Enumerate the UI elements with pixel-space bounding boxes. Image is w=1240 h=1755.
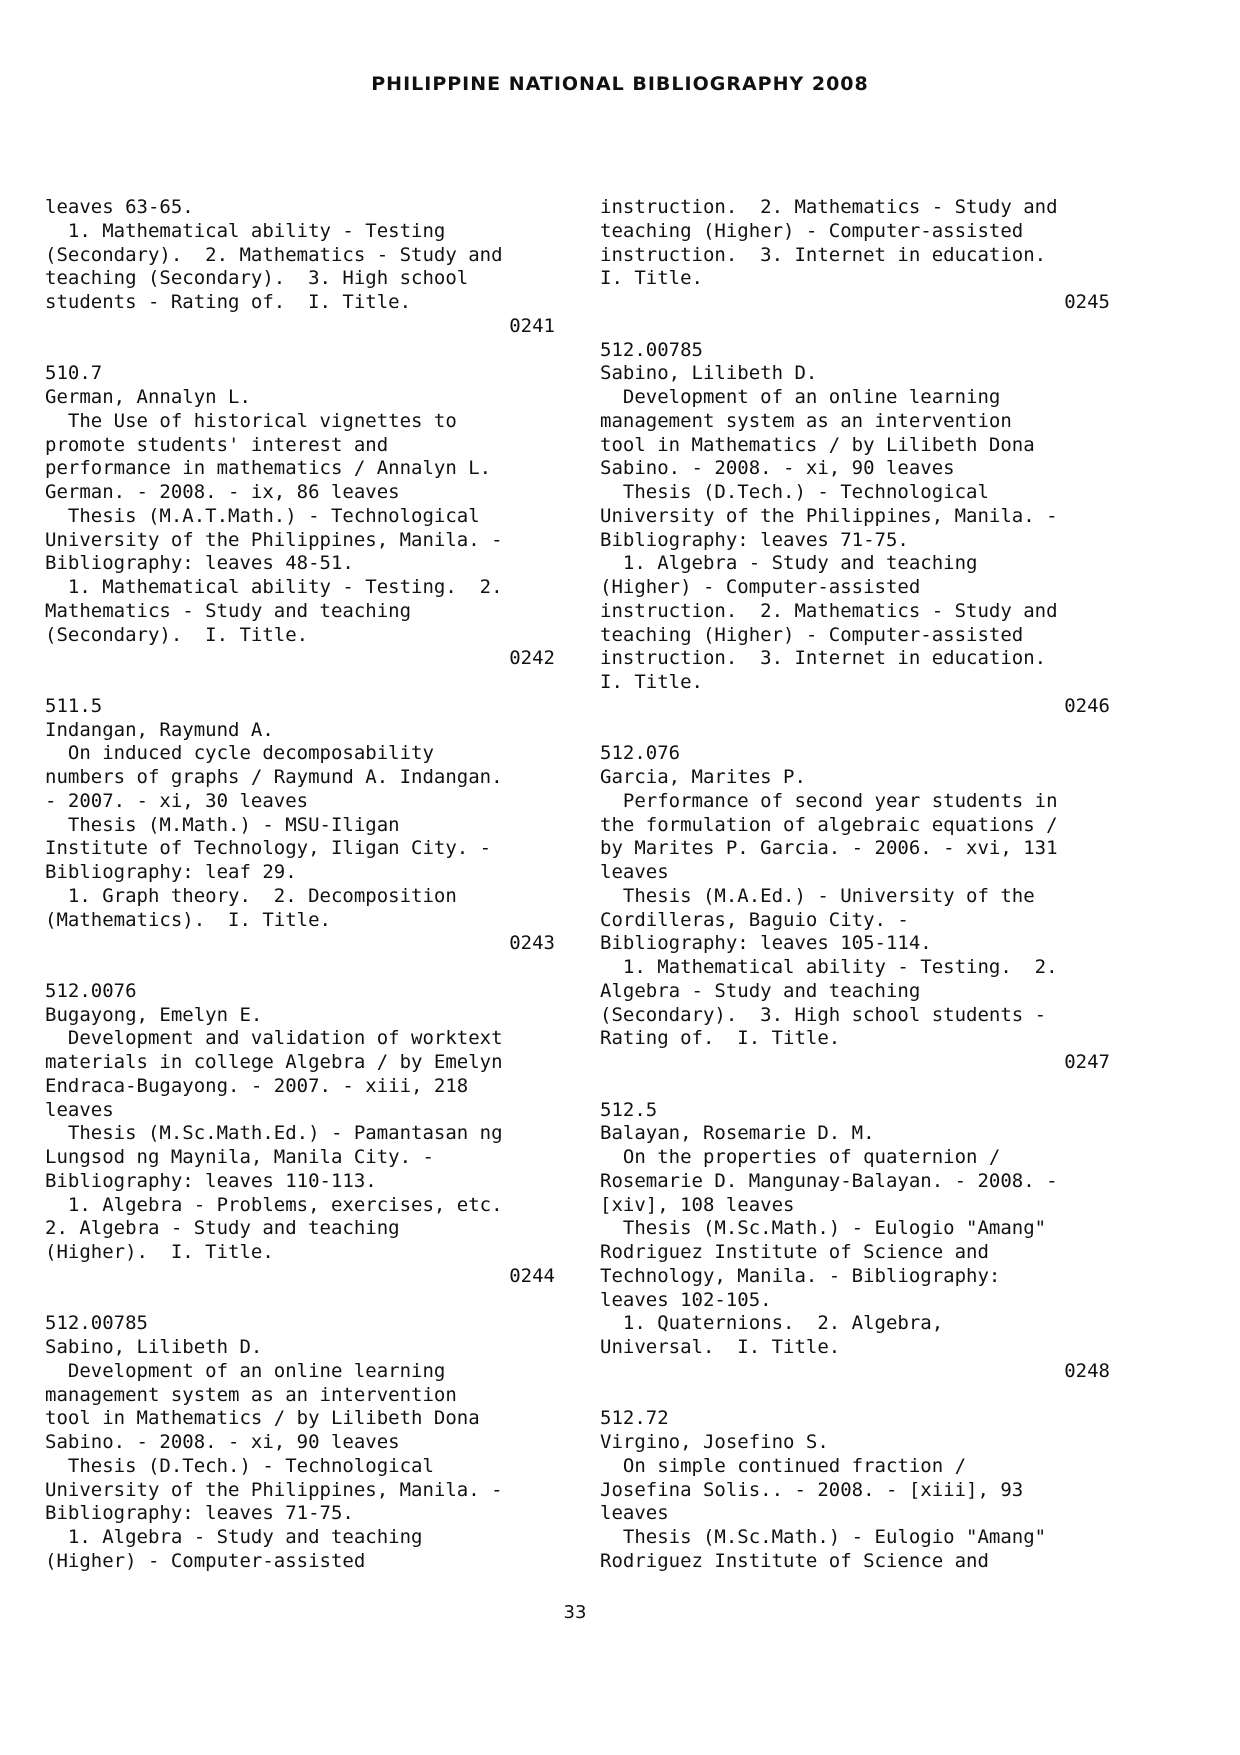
entry-line: promote students' interest and [45,433,389,456]
entry-line: management system as an intervention [45,1383,457,1406]
entry-line: The Use of historical vignettes to [45,409,457,432]
blank-line [600,1384,1110,1408]
entry-line: Sabino, Lilibeth D. [600,362,818,385]
entry-line: (Mathematics). I. Title. [45,908,331,931]
entry-line: - 2007. - xi, 30 leaves [45,789,309,812]
entry-line: 512.00785 [600,338,703,361]
entry-line: Bibliography: leaves 48-51. [45,552,354,575]
entry-line: 1. Algebra - Study and teaching [600,552,978,575]
entry-line: 1. Mathematical ability - Testing. 2. [600,956,1058,978]
entry-line: Virgino, Josefino S. [600,1431,829,1453]
entry-line: German, Annalyn L. [45,386,251,408]
record-number: 0248 [1064,1359,1110,1382]
blank-line [45,1289,555,1313]
entry-line: Algebra - Study and teaching [600,979,921,1002]
entry-line: Development of an online learning [45,1359,446,1382]
entry-line: 1. Algebra - Problems, exercises, etc. [45,1193,503,1216]
entry-line: 512.72 [600,1407,669,1430]
entry-line: On the properties of quaternion / [600,1146,1001,1168]
entry-line: Development of an online learning [600,386,1001,408]
entry-line: tool in Mathematics / by Lilibeth Dona [600,433,1035,456]
entry-line: Bugayong, Emelyn E. [45,1003,263,1026]
page-title: PHILIPPINE NATIONAL BIBLIOGRAPHY 2008 [371,73,869,95]
entry-line: Rosemarie D. Mangunay-Balayan. - 2008. - [600,1169,1058,1192]
entry-line: 512.00785 [45,1312,148,1335]
entry-line: 1. Graph theory. 2. Decomposition [45,884,457,907]
entry-line: Thesis (D.Tech.) - Technological [600,481,989,503]
entry-line: leaves [45,1098,114,1121]
entry-line: 1. Mathematical ability - Testing. 2. [45,576,503,598]
entry-line: Thesis (M.Math.) - MSU-Iligan [45,813,400,836]
blank-line [600,1075,1110,1099]
entry-line: Bibliography: leaves 110-113. [45,1169,377,1192]
record-number: 0241 [509,314,555,337]
entry-line: students - Rating of. I. Title. [45,291,412,313]
entry-line: by Marites P. Garcia. - 2006. - xvi, 131 [600,837,1058,860]
entry-line: University of the Philippines, Manila. - [600,504,1058,527]
entry-line: Rodriguez Institute of Science and [600,1549,989,1572]
entry-line: Thesis (M.A.Ed.) - University of the [600,884,1035,907]
entry-line: Technology, Manila. - Bibliography: [600,1264,1001,1287]
entry-line: Rodriguez Institute of Science and [600,1241,989,1263]
entry-line: 1. Mathematical ability - Testing [45,219,446,242]
entry-line: Cordilleras, Baguio City. - [600,908,909,931]
entry-line: Indangan, Raymund A. [45,718,274,741]
entry-line: Thesis (D.Tech.) - Technological [45,1454,434,1477]
entry-line: Balayan, Rosemarie D. M. [600,1122,875,1145]
entry-line: instruction. 3. Internet in education. [600,647,1047,670]
entry-line: 1. Quaternions. 2. Algebra, [600,1312,944,1335]
entry-line: tool in Mathematics / by Lilibeth Dona [45,1407,480,1430]
page-number: 33 [563,1602,587,1623]
entry-line: Bibliography: leaf 29. [45,861,297,883]
entry-line: performance in mathematics / Annalyn L. [45,457,492,480]
entry-line: Performance of second year students in [600,789,1058,812]
entry-line: leaves [600,1502,669,1525]
entry-line: 2. Algebra - Study and teaching [45,1217,400,1240]
entry-line: On induced cycle decomposability [45,742,434,765]
entry-line: Development and validation of worktext [45,1027,503,1050]
entry-line: leaves 102-105. [600,1288,772,1311]
entry-line: Garcia, Marites P. [600,766,806,788]
entry-line: 512.5 [600,1098,658,1121]
entry-line: Sabino. - 2008. - xi, 90 leaves [45,1431,400,1453]
entry-line: Bibliography: leaves 71-75. [600,528,909,551]
blank-line [600,315,1110,339]
entry-line: Sabino. - 2008. - xi, 90 leaves [600,457,955,480]
record-number: 0246 [1064,694,1110,717]
entry-line: management system as an intervention [600,409,1012,432]
entry-line: Bibliography: leaves 71-75. [45,1502,354,1525]
entry-line: 512.076 [600,742,681,765]
entry-line: I. Title. [600,671,703,693]
entry-line: Thesis (M.Sc.Math.) - Eulogio "Amang" [600,1217,1047,1240]
entry-line: teaching (Secondary). 3. High school [45,267,469,290]
entry-line: instruction. 2. Mathematics - Study and [600,196,1058,218]
entry-line: numbers of graphs / Raymund A. Indangan. [45,766,503,788]
entry-line: (Secondary). 3. High school students - [600,1003,1047,1026]
entry-line: Endraca-Bugayong. - 2007. - xiii, 218 [45,1074,469,1097]
entry-line: University of the Philippines, Manila. - [45,1478,503,1501]
right-column [600,196,1110,1574]
entry-line: (Higher) - Computer-assisted [600,576,921,598]
entry-line: the formulation of algebraic equations / [600,813,1058,836]
entry-line: Lungsod ng Maynila, Manila City. - [45,1146,434,1168]
blank-line [45,339,555,363]
entry-line: Rating of. I. Title. [600,1027,841,1050]
entry-line: leaves [600,861,669,883]
entry-line: (Secondary). I. Title. [45,623,309,646]
left-column [45,196,555,1574]
record-number: 0243 [509,932,555,955]
entry-line: Thesis (M.Sc.Math.) - Eulogio "Amang" [600,1526,1047,1548]
entry-line: (Higher) - Computer-assisted [45,1549,366,1572]
entry-line: leaves 63-65. [45,196,194,218]
entry-line: 511.5 [45,694,103,717]
entry-line: Institute of Technology, Iligan City. - [45,837,492,860]
entry-line: instruction. 2. Mathematics - Study and [600,599,1058,622]
entry-line: Thesis (M.Sc.Math.Ed.) - Pamantasan ng [45,1122,503,1145]
entry-line: (Secondary). 2. Mathematics - Study and [45,243,503,266]
entry-line: teaching (Higher) - Computer-assisted [600,219,1024,242]
entry-line: materials in college Algebra / by Emelyn [45,1051,503,1073]
blank-line [600,719,1110,743]
record-number: 0245 [1064,291,1110,313]
record-number: 0247 [1064,1051,1110,1073]
entry-line: Thesis (M.A.T.Math.) - Technological [45,504,480,527]
entry-line: I. Title. [600,267,703,290]
entry-line: On simple continued fraction / [600,1454,967,1477]
entry-line: (Higher). I. Title. [45,1241,274,1263]
entry-line: Mathematics - Study and teaching [45,599,412,622]
entry-line: [xiv], 108 leaves [600,1193,795,1216]
entry-line: 512.0076 [45,979,137,1002]
entry-line: 1. Algebra - Study and teaching [45,1526,423,1548]
entry-line: University of the Philippines, Manila. - [45,528,503,551]
entry-line: Sabino, Lilibeth D. [45,1336,263,1358]
record-number: 0244 [509,1264,555,1287]
blank-line [45,671,555,695]
entry-line: Bibliography: leaves 105-114. [600,932,932,955]
entry-line: Josefina Solis.. - 2008. - [xiii], 93 [600,1478,1024,1501]
entry-line: 510.7 [45,362,103,385]
entry-line: Universal. I. Title. [600,1336,841,1358]
entry-line: German. - 2008. - ix, 86 leaves [45,481,400,503]
entry-line: teaching (Higher) - Computer-assisted [600,623,1024,646]
entry-line: instruction. 3. Internet in education. [600,243,1047,266]
record-number: 0242 [509,647,555,670]
blank-line [45,956,555,980]
